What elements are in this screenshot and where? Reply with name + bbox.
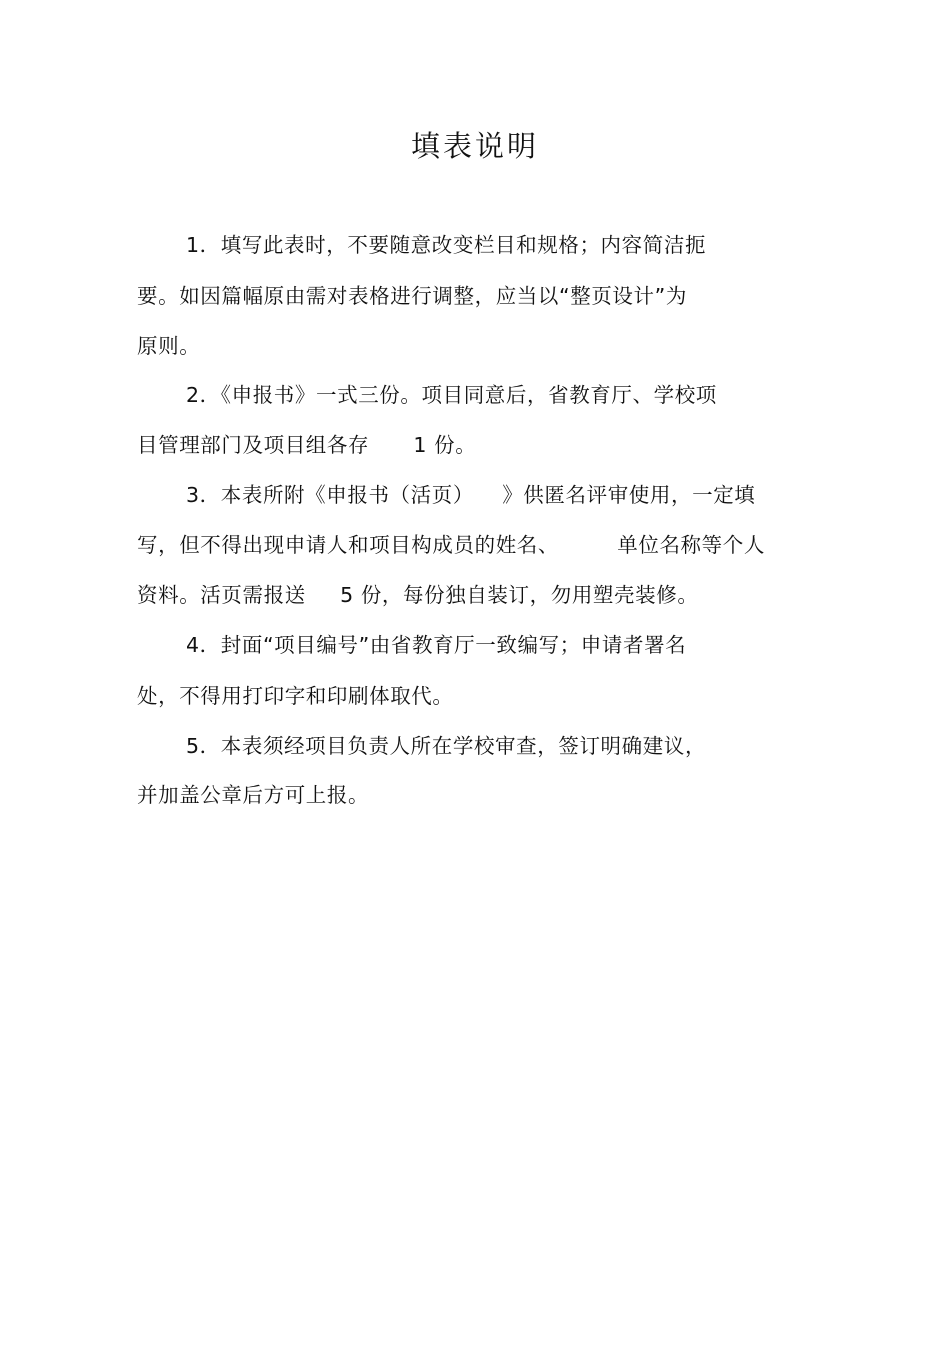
item-3-line-2-text-b: 单位名称等个人: [617, 533, 765, 557]
item-3-line-3-text-a: 资料。活页需报送: [137, 583, 306, 607]
item-3-line-2-text-a: 写，但不得出现申请人和项目构成员的姓名、: [137, 533, 559, 557]
item-2-line-1: 2．《申报书》一式三份。项目同意后，省教育厅、学校项: [186, 383, 717, 407]
item-4-line-2: 处，不得用打印字和印刷体取代。: [137, 684, 454, 708]
item-1-line-1: 1．填写此表时，不要随意改变栏目和规格；内容简洁扼: [186, 233, 707, 257]
item-3-line-2: [137, 528, 765, 558]
item-3-line-1: [186, 478, 755, 508]
item-2-line-2: [137, 428, 476, 458]
item-2-line-2-count: 1 份。: [413, 433, 477, 457]
item-5-line-1: 5．本表须经项目负责人所在学校审查，签订明确建议，: [186, 734, 707, 758]
item-3-line-3: [137, 578, 698, 608]
item-4-line-1: 4．封面“项目编号”由省教育厅一致编写；申请者署名: [186, 633, 687, 657]
item-3-line-1-text-a: 3．本表所附《申报书（活页）: [186, 483, 474, 507]
item-2-line-2-text: 目管理部门及项目组各存: [137, 433, 370, 457]
item-1-line-3: 原则。: [137, 334, 201, 358]
item-5-line-2: 并加盖公章后方可上报。: [137, 783, 370, 807]
item-3-line-3-text-b: 5 份，每份独自装订，勿用塑壳装修。: [340, 583, 699, 607]
item-1-line-2: 要。如因篇幅原由需对表格进行调整，应当以“整页设计”为: [137, 284, 687, 308]
page-title: 填表说明: [410, 129, 539, 163]
item-3-line-1-text-b: 》供匿名评审使用，一定填: [502, 483, 756, 507]
